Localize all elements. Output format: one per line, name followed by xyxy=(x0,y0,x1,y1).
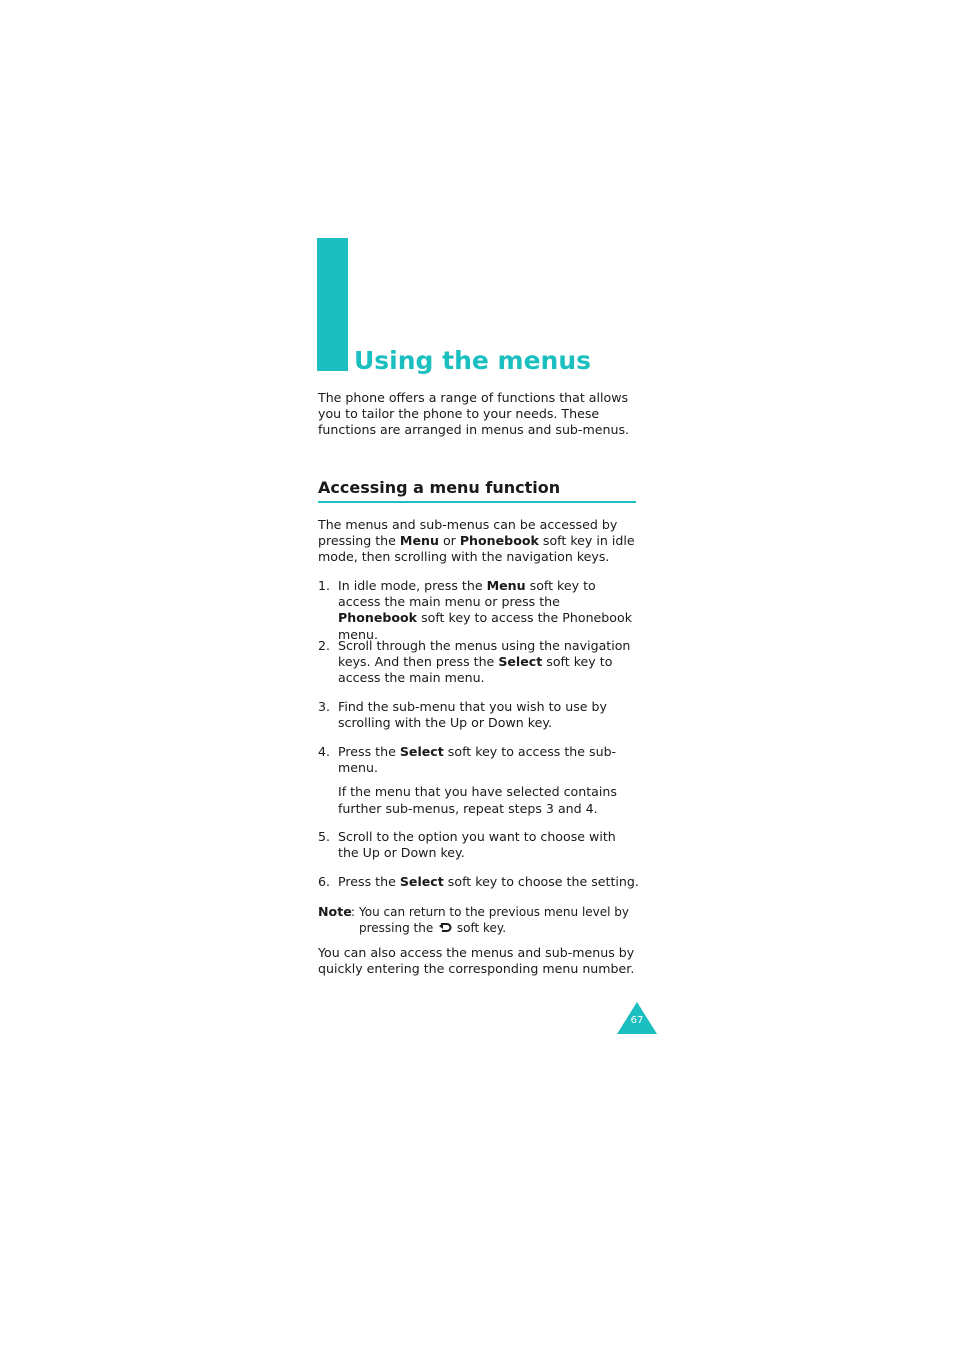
section-title: Accessing a menu function xyxy=(318,478,636,503)
step-number: 4. xyxy=(318,744,331,759)
select-key-label: Select xyxy=(399,874,444,889)
menu-key-label: Menu xyxy=(486,578,526,593)
step-3 xyxy=(318,699,640,731)
section-intro-text: The menus and sub-menus can be accessed by pressing the xyxy=(318,517,618,549)
phonebook-key-label: Phonebook xyxy=(338,610,418,626)
section-intro xyxy=(318,517,640,566)
step-text: Press the Select soft key to access the sub-menu. xyxy=(338,744,617,776)
step-5 xyxy=(318,829,640,861)
back-arrow-icon xyxy=(438,922,452,934)
page-number: 67 xyxy=(630,1015,644,1026)
step-number: 3. xyxy=(318,699,331,714)
phonebook-key-label: Phonebook xyxy=(459,533,539,549)
select-key-label: Select xyxy=(399,744,444,759)
step-number: 1. xyxy=(318,578,331,593)
select-key-label: Select xyxy=(498,654,543,670)
step-extra-text: If the menu that you have selected contains further sub-menus, repeat steps 3 and 4. xyxy=(338,784,617,816)
note xyxy=(318,904,640,936)
section-intro-text: soft key in idle mode, then scrolling with the navigation keys. xyxy=(318,533,635,565)
step-number: 5. xyxy=(318,829,331,844)
step-text: Scroll through the menus using the navigation keys. And then press the Select soft key to access the main menu. xyxy=(338,638,631,686)
section-intro-text: or xyxy=(438,533,460,549)
step-text: Scroll to the option you want to choose with the Up or Down key. xyxy=(338,829,616,861)
note-text: You can return to the previous menu level by pressing the soft key. xyxy=(359,905,630,936)
note-colon: : xyxy=(351,905,356,919)
step-number: 6. xyxy=(318,874,331,889)
note-label: Note xyxy=(318,904,352,919)
step-text: In idle mode, press the Menu soft key to access the main menu or press the Phonebook soft key to access the Phonebook menu. xyxy=(338,578,632,642)
step-1 xyxy=(318,578,640,643)
step-4 xyxy=(318,744,640,817)
step-text: Find the sub-menu that you wish to use by scrolling with the Up or Down key. xyxy=(338,699,607,731)
menu-key-label: Menu xyxy=(399,533,439,549)
step-number: 2. xyxy=(318,638,331,653)
step-2 xyxy=(318,638,640,687)
step-6 xyxy=(318,874,640,890)
closing-paragraph: You can also access the menus and sub-menus by quickly entering the corresponding menu number. xyxy=(318,945,635,977)
step-text: Press the Select soft key to choose the setting. xyxy=(338,874,639,889)
chapter-accent-bar xyxy=(317,238,348,371)
chapter-title: Using the menus xyxy=(354,346,592,375)
chapter-intro: The phone offers a range of functions that allows you to tailor the phone to your needs. These functions are arranged in menus and sub-menus. xyxy=(318,390,630,438)
